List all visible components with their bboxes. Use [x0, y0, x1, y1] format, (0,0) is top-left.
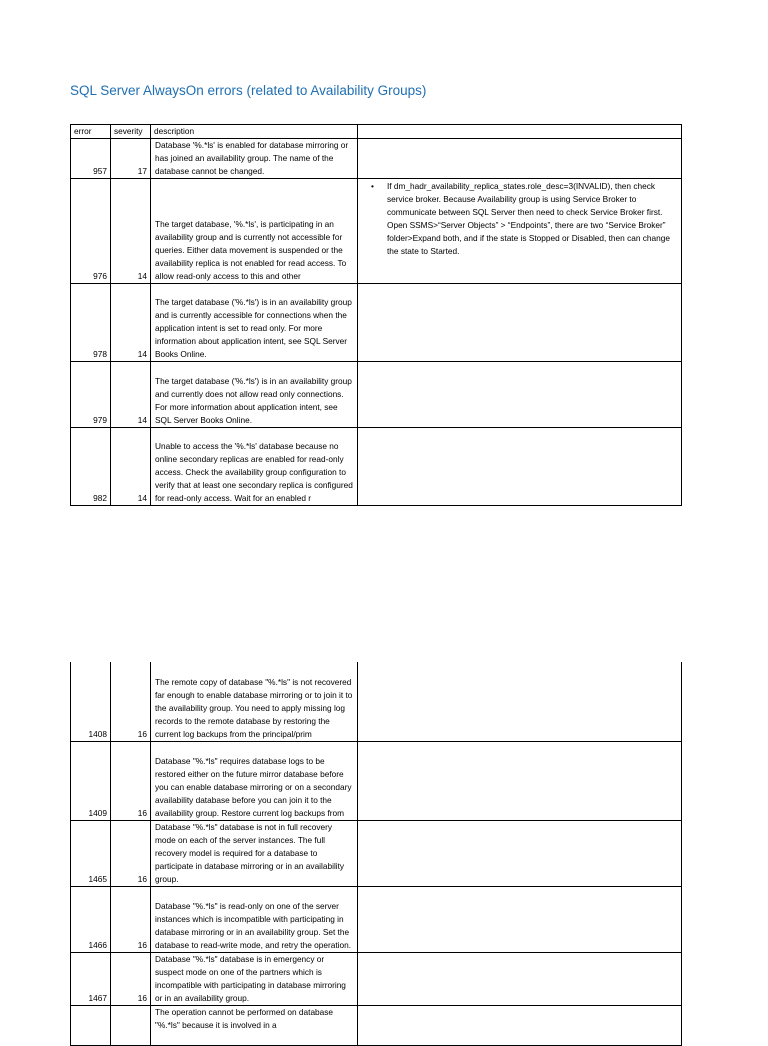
severity-value: 14 [111, 179, 151, 284]
error-code: 1408 [71, 662, 111, 741]
error-notes [358, 428, 682, 506]
list-item [371, 180, 678, 258]
error-notes [358, 139, 682, 179]
error-notes [358, 886, 682, 952]
error-notes [358, 662, 682, 741]
table-row [71, 741, 682, 820]
severity-value: 17 [111, 139, 151, 179]
header-severity: severity [111, 125, 151, 139]
table-row [71, 284, 682, 362]
error-code: 982 [71, 428, 111, 506]
error-code: 1467 [71, 952, 111, 1005]
notes-list [361, 180, 678, 258]
error-description: Database "%.*ls" is read-only on one of the server instances which is incompatible with participating in database mirroring or in an availability group. Set the database to read-write mode, and retry the operation. [151, 886, 358, 952]
table-row [71, 428, 682, 506]
table-row [71, 362, 682, 428]
severity-value: 16 [111, 662, 151, 741]
table-header-row [71, 125, 682, 139]
error-description: Database "%.*ls" requires database logs to be restored either on the future mirror database before you can enable database mirroring or on a secondary availability database before you can join it to the availability group. Restore current log backups from [151, 741, 358, 820]
error-code [71, 1005, 111, 1045]
severity-value: 16 [111, 886, 151, 952]
errors-table-top [70, 124, 682, 506]
table-row [71, 662, 682, 741]
header-notes [358, 125, 682, 139]
error-notes [358, 1005, 682, 1045]
severity-value: 14 [111, 428, 151, 506]
severity-value: 14 [111, 362, 151, 428]
error-code: 978 [71, 284, 111, 362]
header-error: error [71, 125, 111, 139]
error-description: Database '%.*ls' is enabled for database mirroring or has joined an availability group. The name of the database cannot be changed. [151, 139, 358, 179]
severity-value: 16 [111, 820, 151, 886]
error-description: Unable to access the '%.*ls' database because no online secondary replicas are enabled for read-only access. Check the availability group configuration to verify that at least one secondary replica is configured for read-only access. Wait for an enabled r [151, 428, 358, 506]
error-code: 1465 [71, 820, 111, 886]
error-notes [358, 820, 682, 886]
error-notes [358, 362, 682, 428]
error-notes [358, 284, 682, 362]
table-row [71, 1005, 682, 1045]
severity-value [111, 1005, 151, 1045]
note-text: If dm_hadr_availability_replica_states.role_desc=3(INVALID), then check service broker. Because Availability group is using Service Broker to communicate between SQL Server then need to check Service Broker first. Open SSMS>“Server Objects” > “Endpoints”, there are two “Service Broker” folder>Expand both, and if the state is Stopped or Disabled, then can change the state to Started. [387, 181, 670, 256]
table-row [71, 139, 682, 179]
header-description: description [151, 125, 358, 139]
error-description: The target database ('%.*ls') is in an availability group and is currently accessible for connections when the application intent is set to read only. For more information about application intent, see SQL Server Books Online. [151, 284, 358, 362]
error-description: The remote copy of database "%.*ls" is not recovered far enough to enable database mirroring or to join it to the availability group. You need to apply missing log records to the remote database by restoring the current log backups from the principal/prim [151, 662, 358, 741]
error-description: Database "%.*ls" database is not in full recovery mode on each of the server instances. The full recovery model is required for a database to participate in database mirroring or in an availability group. [151, 820, 358, 886]
error-notes [358, 179, 682, 284]
error-code: 979 [71, 362, 111, 428]
error-code: 976 [71, 179, 111, 284]
error-description: The target database, '%.*ls', is participating in an availability group and is currently not accessible for queries. Either data movement is suspended or the availability replica is not enabled for read access. To allow read-only access to this and other [151, 179, 358, 284]
error-description: The target database ('%.*ls') is in an availability group and currently does not allow read only connections. For more information about application intent, see SQL Server Books Online. [151, 362, 358, 428]
severity-value: 16 [111, 952, 151, 1005]
severity-value: 16 [111, 741, 151, 820]
document-title: SQL Server AlwaysOn errors (related to Availability Groups) [70, 83, 427, 98]
error-notes [358, 952, 682, 1005]
table-row [71, 886, 682, 952]
table-row [71, 179, 682, 284]
bullet-icon: • [371, 181, 374, 191]
error-code: 1466 [71, 886, 111, 952]
error-description: The operation cannot be performed on database "%.*ls" because it is involved in a [151, 1005, 358, 1045]
table-row [71, 820, 682, 886]
error-code: 957 [71, 139, 111, 179]
table-row [71, 952, 682, 1005]
error-description: Database "%.*ls" database is in emergency or suspect mode on one of the partners which is incompatible with participating in database mirroring or in an availability group. [151, 952, 358, 1005]
errors-table-continued [70, 662, 682, 1046]
error-code: 1409 [71, 741, 111, 820]
severity-value: 14 [111, 284, 151, 362]
error-notes [358, 741, 682, 820]
